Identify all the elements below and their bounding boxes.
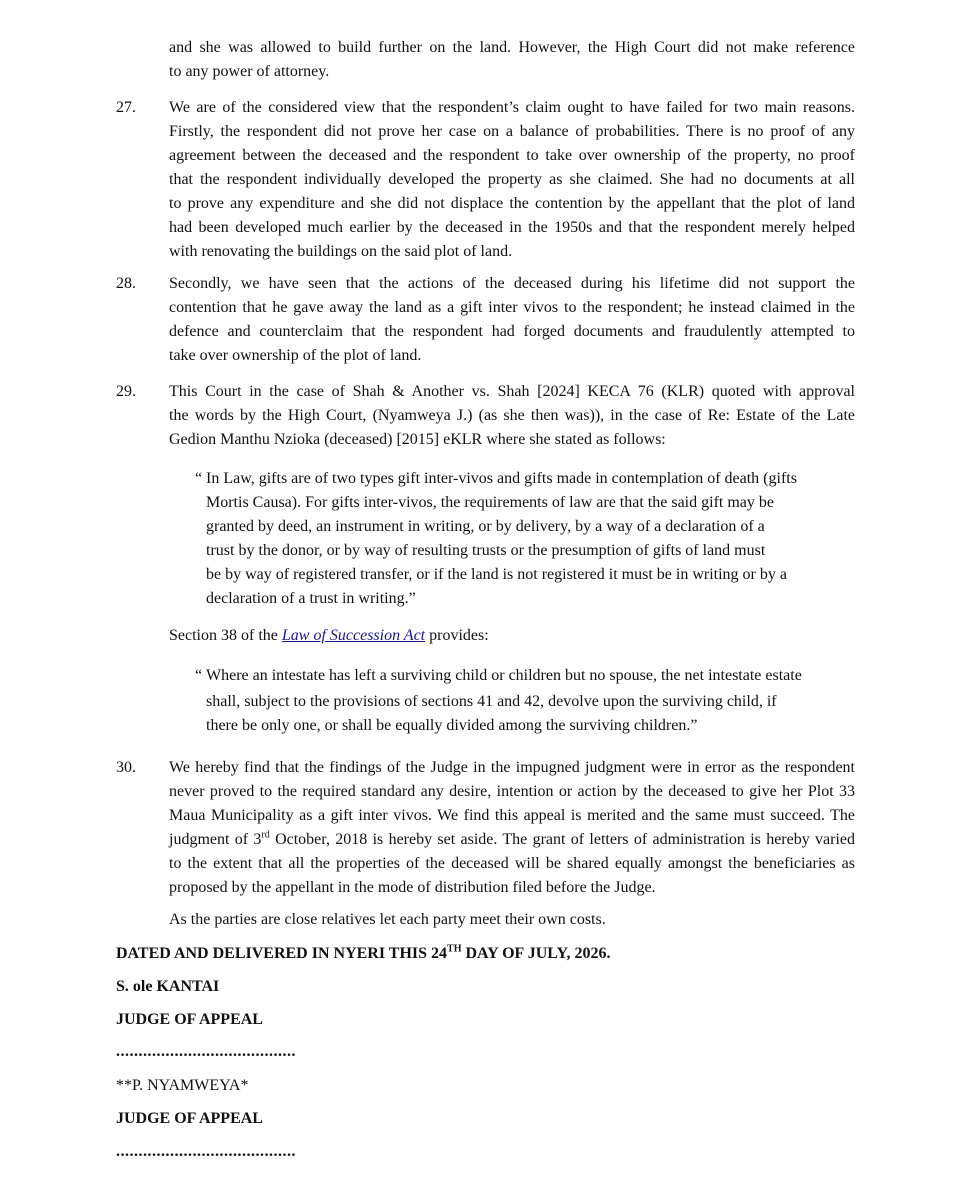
- paragraph-number: 28.: [116, 275, 136, 292]
- text-fragment: October, 2018 is hereby set aside. The grant of letters of administration is hereby varied: [269, 831, 856, 848]
- text-line: Firstly, the respondent did not prove her case on a balance of probabilities. There is no proof of any: [169, 123, 855, 140]
- quote-line: be by way of registered transfer, or if the land is not registered it must be in writing or by a: [206, 566, 787, 583]
- text-line: and she was allowed to build further on the land. However, the High Court did not make reference: [169, 39, 855, 56]
- signature-line-2: ........................................: [116, 1143, 296, 1160]
- text-line: had been developed much earlier by the deceased in the 1950s and that the respondent merely helped: [169, 219, 855, 236]
- paragraph-number: 27.: [116, 99, 136, 116]
- open-quote-mark: “: [195, 667, 203, 684]
- paragraph-number: 29.: [116, 383, 136, 400]
- ordinal-suffix: rd: [261, 829, 270, 841]
- ordinal-suffix: TH: [447, 943, 462, 955]
- judge-2-title: JUDGE OF APPEAL: [116, 1110, 263, 1127]
- section-prefix: Section 38 of the: [169, 627, 282, 644]
- law-of-succession-act-link[interactable]: Law of Succession Act: [281, 627, 426, 644]
- section-38-intro: [169, 624, 855, 648]
- text-line: Secondly, we have seen that the actions of the deceased during his lifetime did not support the: [169, 275, 855, 292]
- text-line: This Court in the case of Shah & Another vs. Shah [2024] KECA 76 (KLR) quoted with approval: [169, 383, 855, 400]
- text-line: take over ownership of the plot of land.: [169, 347, 422, 364]
- quote-line: Mortis Causa). For gifts inter-vivos, the requirements of law are that the said gift may be: [206, 494, 774, 511]
- judge-1-name: S. ole KANTAI: [116, 978, 220, 995]
- quote-line: there be only one, or shall be equally divided among the surviving children.”: [206, 717, 698, 734]
- dated-delivered-line: [116, 942, 611, 966]
- text-line: contention that he gave away the land as a gift inter vivos to the respondent; he instead claimed in the: [169, 299, 855, 316]
- costs-order: As the parties are close relatives let each party meet their own costs.: [169, 911, 606, 928]
- quote-line: Where an intestate has left a surviving child or children but no spouse, the net intestate estate: [206, 667, 802, 684]
- text-line: to the extent that all the properties of the deceased will be shared equally amongst the beneficiaries as: [169, 855, 855, 872]
- judge-1-title: JUDGE OF APPEAL: [116, 1011, 263, 1028]
- text-line: that the respondent individually developed the property as she claimed. She had no documents at all: [169, 171, 855, 188]
- text-line: to prove any expenditure and she did not displace the contention by the appellant that the plot of land: [169, 195, 855, 212]
- quote-line: In Law, gifts are of two types gift inter-vivos and gifts made in contemplation of death (gifts: [206, 470, 797, 487]
- text-fragment: judgment of 3: [169, 831, 262, 848]
- signature-line-1: ........................................: [116, 1043, 296, 1060]
- quote-line: trust by the donor, or by way of resulting trusts or the presumption of gifts of land must: [206, 542, 766, 559]
- text-line: the words by the High Court, (Nyamweya J.) (as she then was)), in the case of Re: Estate of the Late: [169, 407, 855, 424]
- text-line: defence and counterclaim that the respondent had forged documents and fraudulently attempted to: [169, 323, 855, 340]
- text-line: never proved to the required standard any desire, intention or action by the deceased to give her Plot 33: [169, 783, 855, 800]
- text-line: [169, 828, 855, 852]
- text-fragment: DAY OF JULY, 2026.: [461, 945, 611, 962]
- text-line: We are of the considered view that the respondent’s claim ought to have failed for two main reasons.: [169, 99, 855, 116]
- text-line: to any power of attorney.: [169, 63, 330, 80]
- text-fragment: DATED AND DELIVERED IN NYERI THIS 24: [116, 945, 448, 962]
- text-line: with renovating the buildings on the said plot of land.: [169, 243, 513, 260]
- quote-line: shall, subject to the provisions of sections 41 and 42, devolve upon the surviving child, if: [206, 693, 777, 710]
- quote-line: declaration of a trust in writing.”: [206, 590, 416, 607]
- text-line: agreement between the deceased and the respondent to take over ownership of the property, no proof: [169, 147, 855, 164]
- text-line: Gedion Manthu Nzioka (deceased) [2015] eKLR where she stated as follows:: [169, 431, 666, 448]
- text-line: We hereby find that the findings of the Judge in the impugned judgment were in error as the respondent: [169, 759, 855, 776]
- section-suffix: provides:: [425, 627, 489, 644]
- text-line: proposed by the appellant in the mode of distribution filed before the Judge.: [169, 879, 656, 896]
- paragraph-number: 30.: [116, 759, 136, 776]
- judge-2-name: **P. NYAMWEYA*: [116, 1077, 249, 1094]
- quote-line: granted by deed, an instrument in writing, or by delivery, by a way of a declaration of a: [206, 518, 765, 535]
- text-line: Maua Municipality as a gift inter vivos. We find this appeal is merited and the same must succeed. The: [169, 807, 855, 824]
- open-quote-mark: “: [195, 470, 203, 487]
